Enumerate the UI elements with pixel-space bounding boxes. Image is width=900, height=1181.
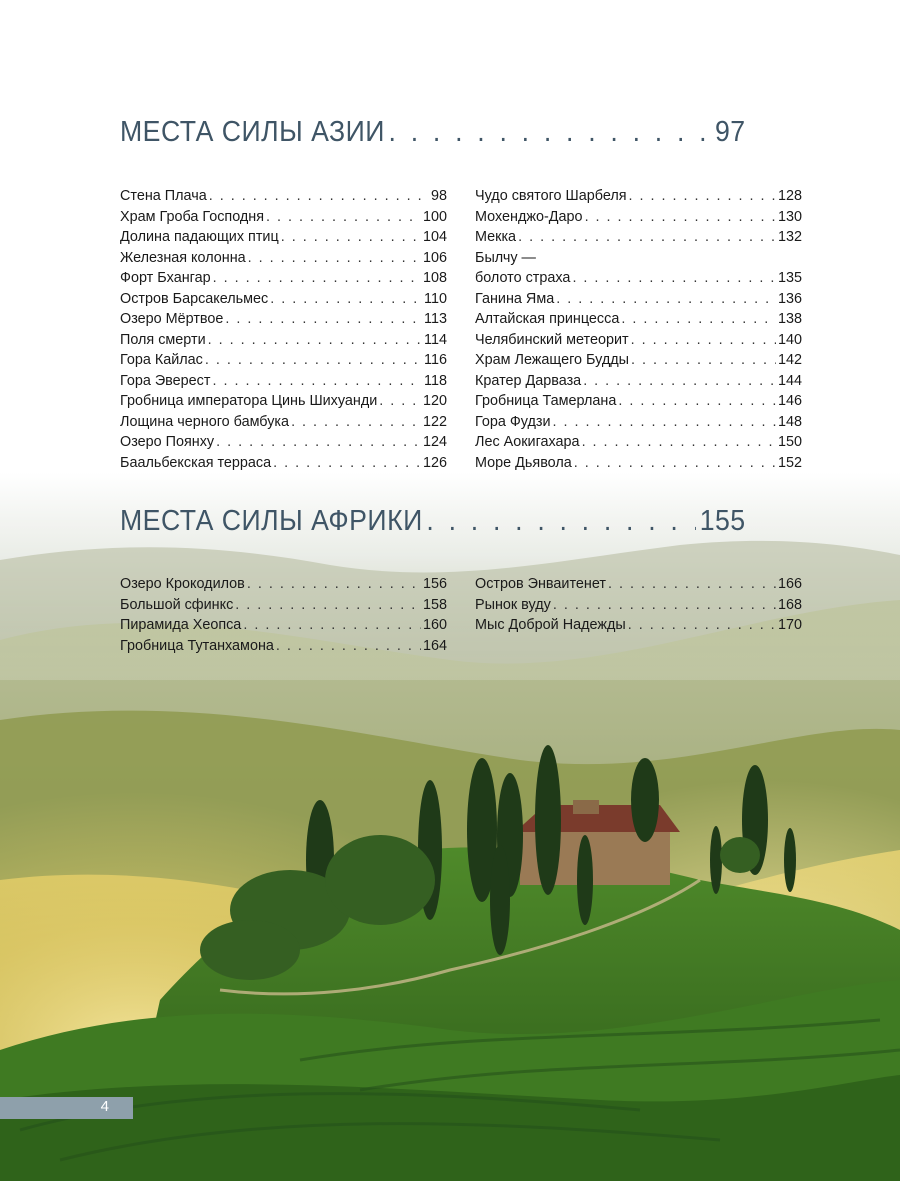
toc-entry[interactable] (120, 432, 447, 453)
toc-entry[interactable] (120, 453, 447, 474)
toc-entry-title: Мекка (475, 229, 517, 245)
toc-entry-page: 106 (422, 249, 447, 266)
toc-entry-page: 164 (422, 637, 447, 654)
africa-section-title: МЕСТА СИЛЫ АФРИКИ (120, 505, 423, 537)
toc-entry-title: Остров Барсакельмес (120, 290, 269, 307)
toc-entry[interactable] (120, 268, 447, 289)
toc-entry-title: болото страха (475, 270, 571, 286)
toc-entry[interactable] (475, 330, 802, 351)
toc-entry[interactable] (120, 595, 447, 616)
toc-entry-page: 124 (422, 434, 447, 450)
toc-entry-page: 126 (422, 454, 447, 471)
toc-entry[interactable] (475, 391, 802, 412)
toc-entry-title: Форт Бхангар (120, 270, 211, 286)
toc-entry-page: 150 (777, 434, 802, 450)
page-number: 4 (100, 1098, 109, 1115)
asia-toc-left-column (120, 186, 447, 473)
toc-entry-page: 146 (777, 393, 802, 409)
toc-entry-title: Храм Лежащего Будды (475, 352, 630, 368)
toc-entry-title: Гора Фудзи (475, 413, 551, 430)
toc-entry-page: 132 (777, 229, 802, 245)
toc-entry[interactable] (475, 248, 802, 269)
toc-entry[interactable] (120, 615, 447, 636)
leader-dots (426, 505, 696, 538)
toc-entry-page: 120 (422, 393, 447, 409)
toc-entry-title: Гробница императора Цинь Шихуанди (120, 393, 378, 409)
toc-entry-title: Мыс Доброй Надежды (475, 617, 626, 633)
toc-entry[interactable] (475, 574, 802, 595)
toc-entry-title: Озеро Мёртвое (120, 311, 224, 327)
toc-entry-title: Баальбекская терраса (120, 454, 272, 471)
toc-entry-title: Долина падающих птиц (120, 229, 279, 245)
toc-entry[interactable] (120, 574, 447, 595)
toc-entry-page: 160 (422, 617, 447, 633)
toc-entry[interactable] (475, 453, 802, 474)
toc-entry[interactable] (120, 207, 447, 228)
toc-entry-title: Челябинский метеорит (475, 331, 629, 348)
toc-entry[interactable] (120, 248, 447, 269)
toc-entry-title: Гробница Тутанхамона (120, 637, 274, 654)
toc-entry-title: Озеро Поянху (120, 434, 215, 450)
toc-entry-title: Остров Энваитенет (475, 576, 606, 592)
toc-entry-page: 168 (777, 596, 802, 613)
toc-entry-title: Былчу — (475, 249, 536, 266)
toc-entry[interactable] (475, 207, 802, 228)
toc-entry-page: 100 (422, 208, 447, 225)
toc-entry-page: 138 (777, 311, 802, 327)
toc-entry-page: 113 (424, 311, 447, 327)
page-number-tab (0, 1097, 133, 1119)
toc-entry-title: Мохенджо-Даро (475, 208, 583, 225)
toc-entry-title: Большой сфинкс (120, 596, 234, 613)
toc-entry-title: Кратер Дарваза (475, 372, 582, 389)
toc-entry-title: Лощина черного бамбука (120, 413, 290, 430)
toc-entry-title: Железная колонна (120, 249, 246, 266)
africa-section-page: 155 (699, 505, 746, 537)
toc-entry-page: 98 (430, 188, 447, 204)
toc-entry-page: 136 (777, 290, 802, 307)
asia-section-page: 97 (714, 116, 746, 148)
toc-entry[interactable] (475, 595, 802, 616)
africa-toc-left-column (120, 574, 447, 656)
toc-entry-page: 114 (424, 331, 447, 348)
toc-entry[interactable] (475, 309, 802, 330)
toc-entry[interactable] (475, 268, 802, 289)
toc-entry-page: 166 (777, 576, 802, 592)
asia-section-title: МЕСТА СИЛЫ АЗИИ (120, 116, 385, 148)
toc-entry-title: Море Дьявола (475, 454, 572, 471)
toc-entry-title: Чудо святого Шарбеля (475, 188, 627, 204)
toc-entry[interactable] (475, 615, 802, 636)
toc-entry[interactable] (475, 350, 802, 371)
toc-entry[interactable] (120, 330, 447, 351)
toc-entry-title: Храм Гроба Господня (120, 208, 265, 225)
toc-entry[interactable] (120, 186, 447, 207)
toc-entry-page: 142 (777, 352, 802, 368)
toc-entry-page: 128 (777, 188, 802, 204)
toc-entry[interactable] (120, 350, 447, 371)
toc-entry-title: Гора Кайлас (120, 352, 203, 368)
toc-entry-page: 144 (777, 372, 802, 389)
toc-entry-page: 110 (424, 290, 447, 307)
toc-entry-page: 148 (777, 413, 802, 430)
toc-entry[interactable] (120, 636, 447, 657)
toc-entry-page: 156 (422, 576, 447, 592)
toc-entry-page: 170 (777, 617, 802, 633)
toc-entry-title: Пирамида Хеопса (120, 617, 242, 633)
toc-entry[interactable] (475, 432, 802, 453)
toc-entry[interactable] (475, 412, 802, 433)
toc-entry[interactable] (120, 391, 447, 412)
toc-entry-page: 140 (777, 331, 802, 348)
toc-entry-page: 152 (777, 454, 802, 471)
toc-entry[interactable] (120, 227, 447, 248)
toc-entry-title: Гора Эверест (120, 372, 211, 389)
toc-entry-title: Озеро Крокодилов (120, 576, 245, 592)
toc-entry-page: 116 (424, 352, 447, 368)
toc-entry-title: Стена Плача (120, 188, 207, 204)
toc-entry-page: 158 (422, 596, 447, 613)
toc-entry[interactable] (475, 186, 802, 207)
africa-section-heading[interactable] (120, 505, 746, 538)
toc-entry-title: Гробница Тамерлана (475, 393, 617, 409)
toc-entry-page: 135 (777, 270, 802, 286)
toc-entry-title: Алтайская принцесса (475, 311, 620, 327)
toc-entry-title: Лес Аокигахара (475, 434, 580, 450)
asia-section-heading[interactable] (120, 116, 746, 149)
toc-entry[interactable] (120, 371, 447, 392)
asia-toc-right-column (475, 186, 802, 473)
toc-entry-page: 122 (422, 413, 447, 430)
toc-entry-title: Поля смерти (120, 331, 206, 348)
leader-dots (389, 116, 712, 149)
toc-entry[interactable] (120, 289, 447, 310)
toc-entry-title: Рынок вуду (475, 596, 551, 613)
africa-toc-right-column (475, 574, 802, 636)
toc-entry-title: Ганина Яма (475, 290, 555, 307)
toc-entry[interactable] (120, 412, 447, 433)
toc-entry[interactable] (475, 289, 802, 310)
toc-entry[interactable] (120, 309, 447, 330)
toc-entry-page: 118 (424, 372, 447, 389)
toc-entry-page: 108 (422, 270, 447, 286)
toc-entry-page: 104 (422, 229, 447, 245)
toc-entry[interactable] (475, 227, 802, 248)
toc-entry[interactable] (475, 371, 802, 392)
toc-entry-page: 130 (777, 208, 802, 225)
